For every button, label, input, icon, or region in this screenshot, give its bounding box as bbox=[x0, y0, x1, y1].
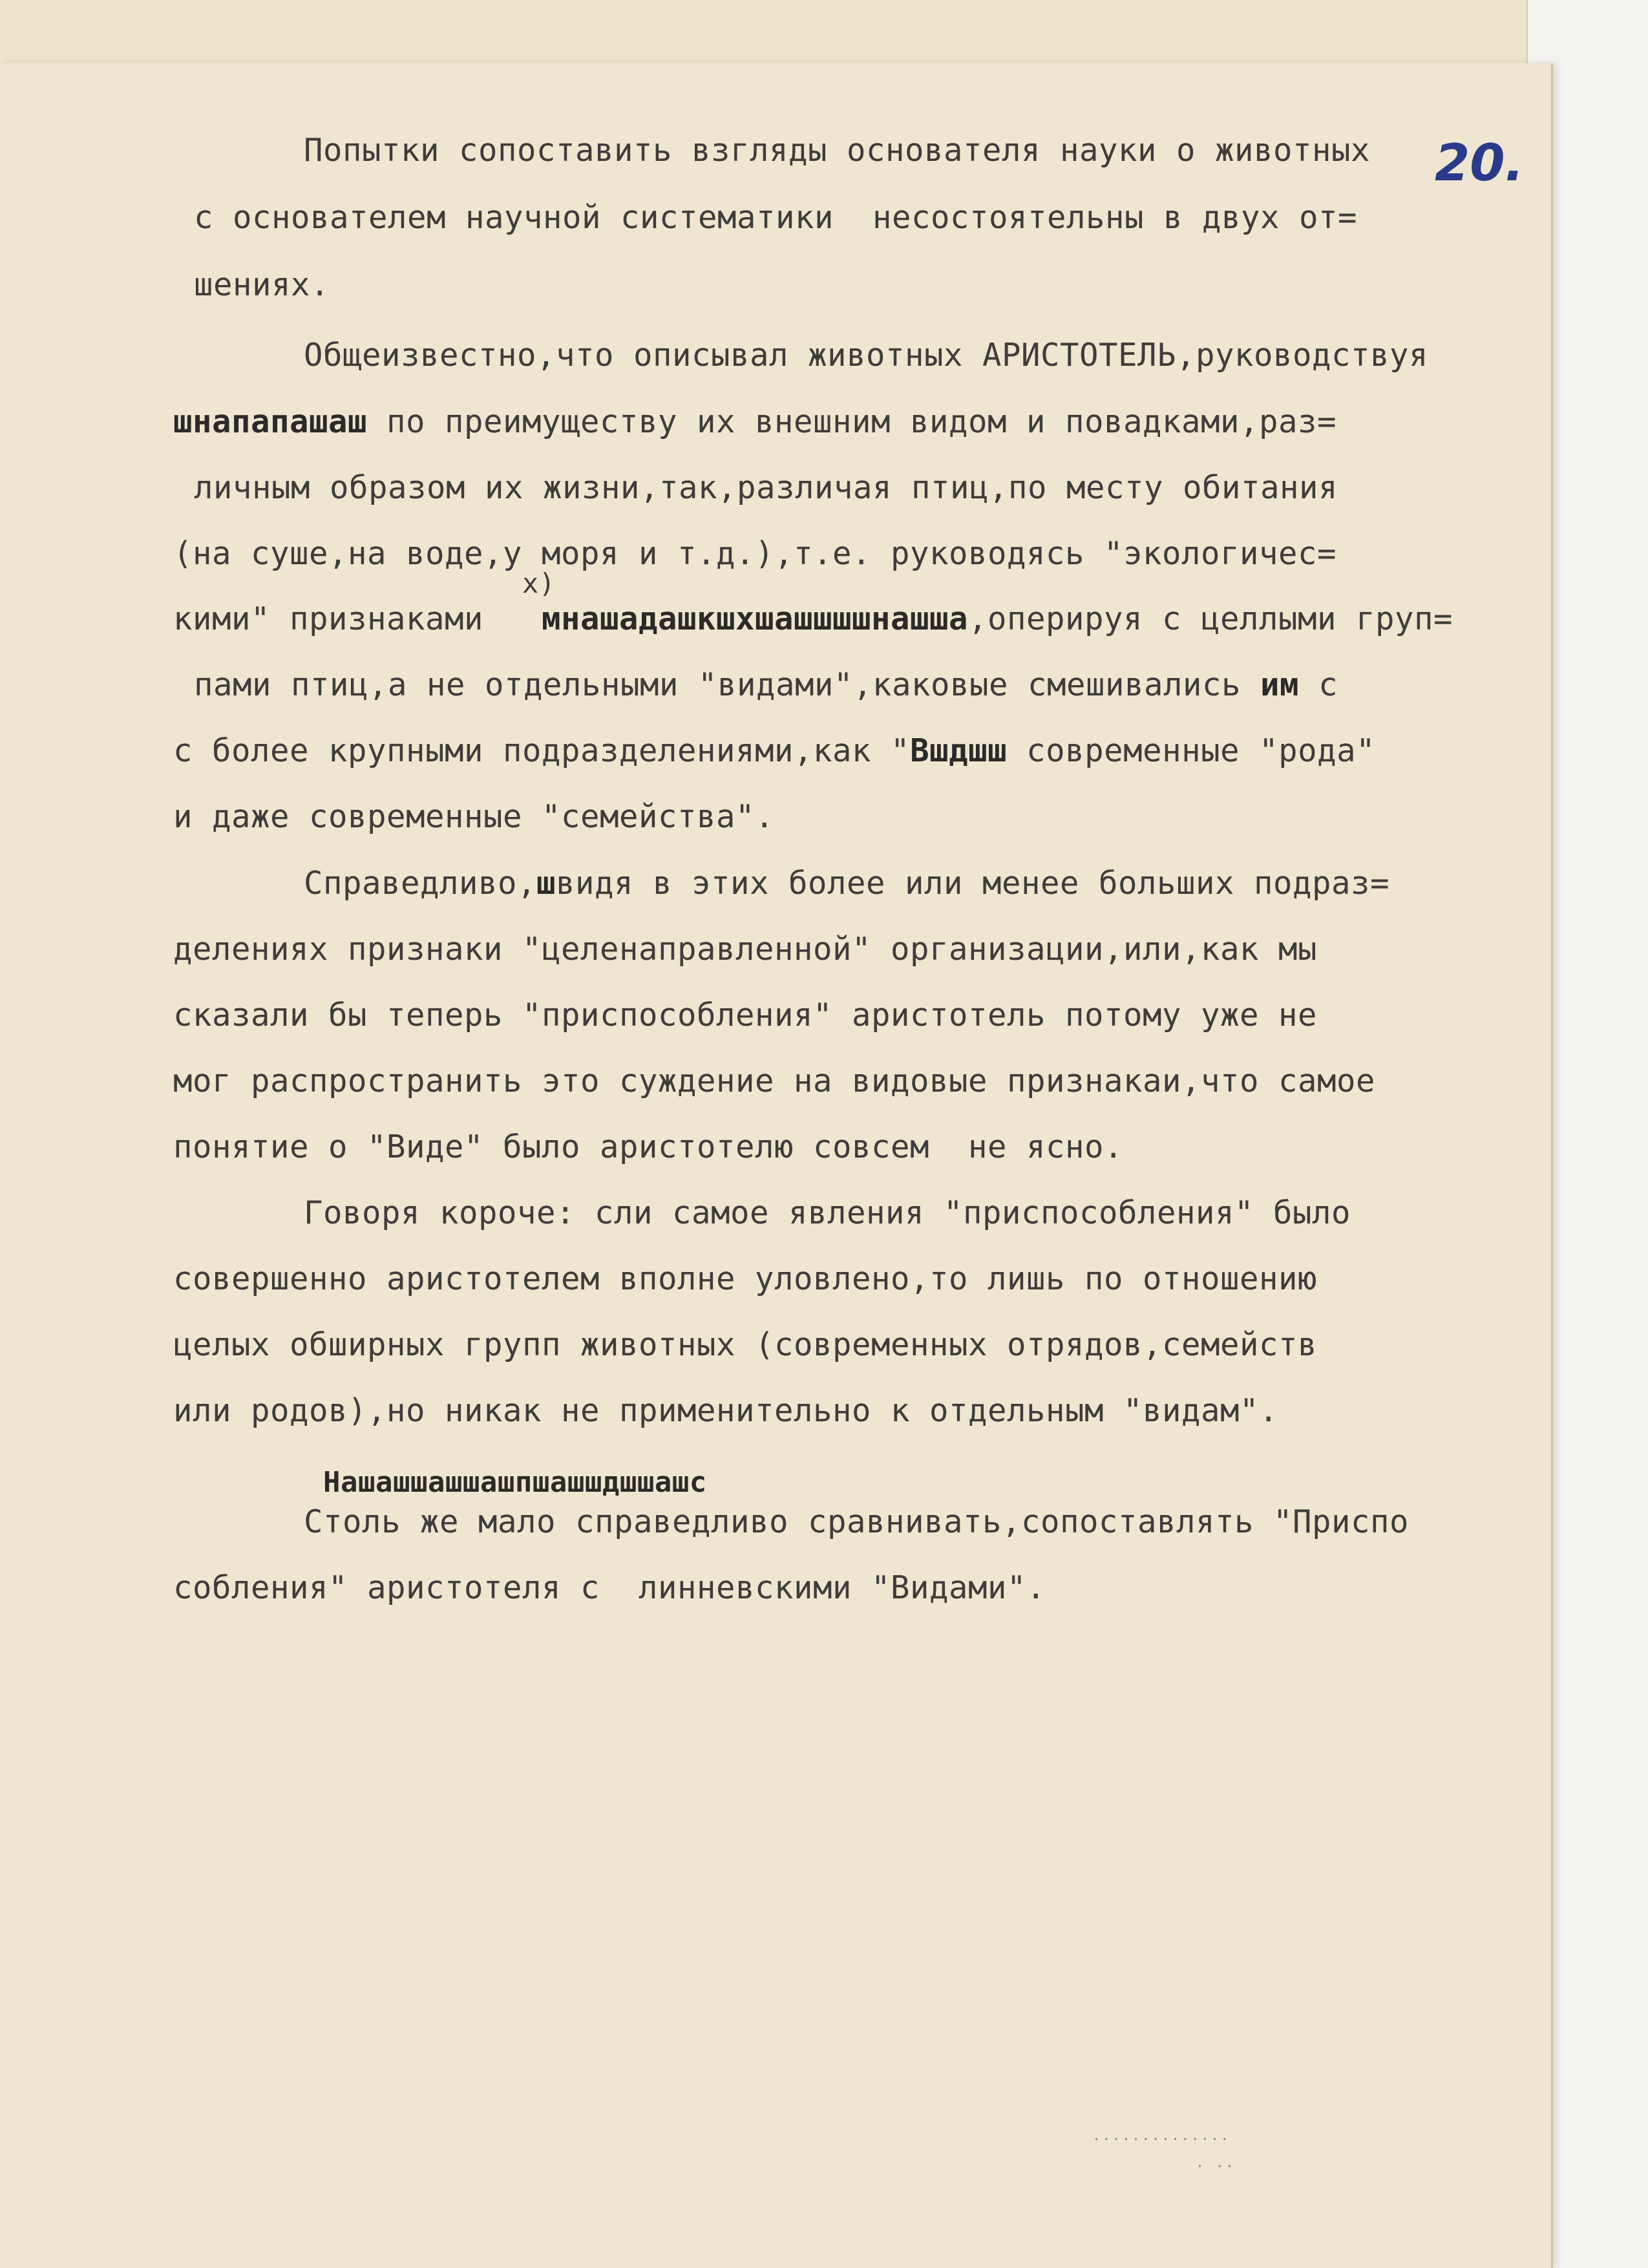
struck-out-text: Вшдшш bbox=[910, 732, 1008, 769]
text-line-part: с более крупными подразделениями,как bbox=[173, 732, 872, 769]
text-line bbox=[173, 403, 1336, 440]
struck-out-text: шнапапашаш bbox=[173, 403, 368, 440]
text-line: с основателем научной систематики несостоятельны в двух от= bbox=[194, 199, 1358, 236]
text-line-part: современные "рода" bbox=[1026, 732, 1376, 769]
faint-stamp: ·············· bbox=[1092, 2132, 1231, 2148]
text-line: понятие о "Виде" было аристотелю совсем не ясно. bbox=[173, 1129, 1124, 1165]
text-line-part: видя в этих более или менее больших подраз= bbox=[556, 865, 1390, 902]
text-line-part: Справедливо, bbox=[304, 865, 537, 902]
text-line: шениях. bbox=[194, 266, 330, 303]
footnote-mark: x) bbox=[522, 567, 556, 599]
struck-out-text: мнашадашкшхшашшшшнашша bbox=[542, 600, 969, 637]
text-line: Говоря короче: сли самое явления "приспособления" было bbox=[304, 1194, 1351, 1231]
struck-out-text: ш bbox=[536, 865, 556, 902]
typewritten-page bbox=[0, 63, 1553, 2268]
text-line bbox=[173, 732, 1375, 769]
text-line: Столь же мало справедливо сравнивать,сопоставлять "Приспо bbox=[304, 1503, 1410, 1540]
text-line-part: по преимуществу их внешним видом и повадками,раз= bbox=[386, 403, 1337, 440]
text-line-part: " bbox=[891, 732, 911, 769]
text-line: личным образом их жизни,так,различая птиц,по месту обитания bbox=[194, 469, 1338, 506]
struck-out-text: им bbox=[1260, 666, 1300, 703]
text-line-part: кими" признаками bbox=[173, 600, 484, 637]
text-line bbox=[194, 666, 1338, 703]
text-line-part: ,оперируя с целлыми груп= bbox=[968, 600, 1453, 637]
text-line: собления" аристотеля с линневскими "Видами". bbox=[173, 1569, 1046, 1606]
text-line: делениях признаки "целенаправленной" организации,или,как мы bbox=[173, 931, 1318, 968]
text-line: (на суше,на воде,у моря и т.д.),т.е. руководясь "экологичес= bbox=[173, 535, 1337, 572]
text-line: совершенно аристотелем вполне уловлено,то лишь по отношению bbox=[173, 1260, 1318, 1297]
text-line-part: с bbox=[1318, 666, 1338, 703]
struck-out-text: Нашашшашшашпшашшдшшашс bbox=[323, 1466, 707, 1499]
text-line: или родов),но никак не применительно к отдельным "видам". bbox=[173, 1392, 1279, 1429]
faint-stamp: · ·· bbox=[1196, 2159, 1235, 2175]
text-line: мог распространить это суждение на видовые признакаи,что самое bbox=[173, 1063, 1376, 1099]
text-line bbox=[173, 600, 1453, 637]
struck-out-line bbox=[323, 1466, 707, 1499]
text-line-part: пами птиц,а не отдельными "видами",каковые смешивались bbox=[194, 666, 1241, 703]
text-line: и даже современные "семейства". bbox=[173, 798, 775, 835]
page-number: 20. bbox=[1435, 134, 1525, 193]
text-line: целых обширных групп животных (современных отрядов,семейств bbox=[173, 1326, 1318, 1363]
text-line: сказали бы теперь "приспособления" аристотель потому уже не bbox=[173, 997, 1318, 1033]
text-line: Попытки сопоставить взгляды основателя науки о животных bbox=[304, 132, 1371, 169]
text-line: Общеизвестно,что описывал животных АРИСТОТЕЛЬ,руководствуя bbox=[304, 337, 1429, 374]
text-line bbox=[304, 865, 1389, 902]
